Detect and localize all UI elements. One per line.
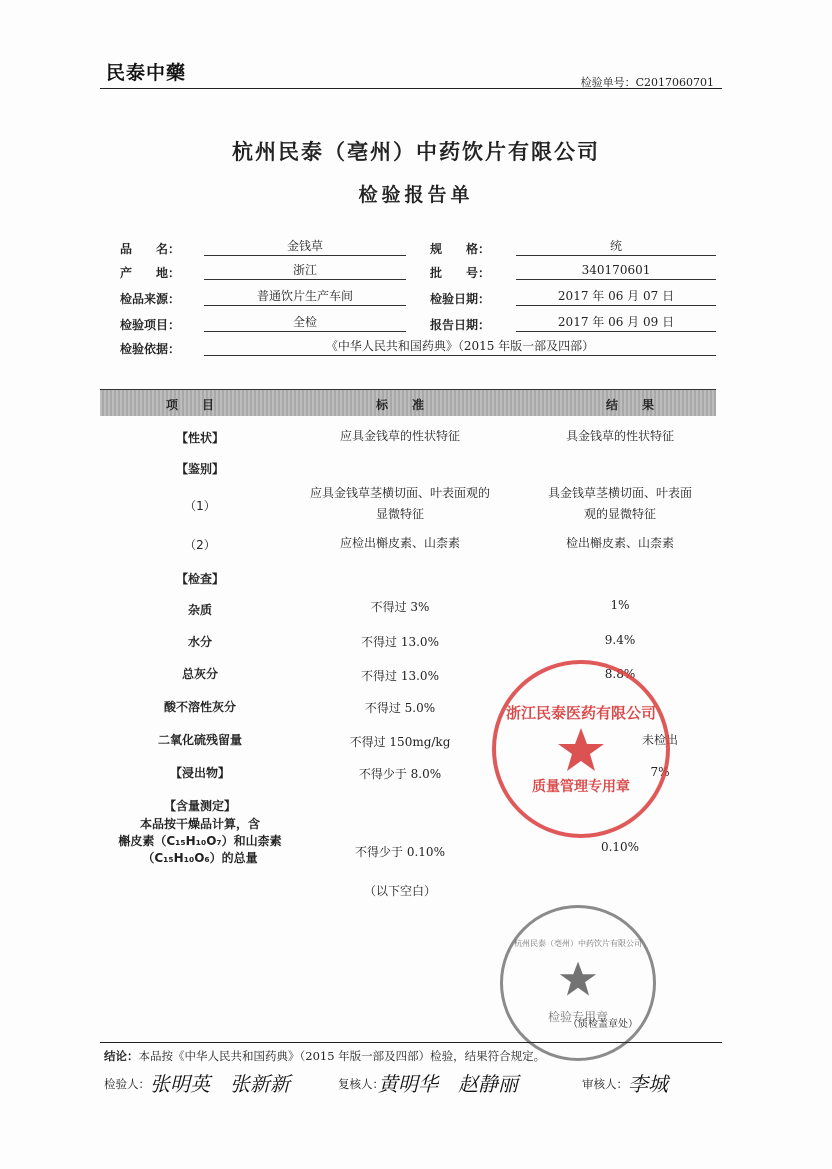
- approver-signature: 李城: [628, 1072, 668, 1096]
- source-label: 检品来源：: [120, 292, 181, 306]
- inspection-seal-purpose: 检验专用章: [547, 1010, 608, 1024]
- conclusion-label: 结论：: [104, 1049, 139, 1063]
- reviewer-signature: 黄明华 赵静丽: [378, 1072, 518, 1096]
- seal-caption: （质检盖章处）: [568, 1019, 638, 1030]
- row-item-line3: （C₁₅H₁₀O₆）的总量: [142, 851, 258, 865]
- product-name-value: 金钱草: [204, 238, 406, 256]
- items-value: 全检: [204, 314, 406, 332]
- batch-label: 批 号：: [430, 266, 491, 280]
- row-standard: 不得少于 0.10%: [355, 845, 445, 859]
- row-result: 0.10%: [600, 840, 640, 854]
- quality-seal-name: 浙江民泰医药有限公司: [505, 704, 656, 722]
- star-icon: [556, 726, 606, 774]
- inspection-seal-name: 杭州民泰（亳州）中药饮片有限公司: [514, 939, 642, 948]
- blank-below-note: （以下空白）: [363, 884, 436, 898]
- row-standard-line1: 应具金钱草茎横切面、叶表面观的: [309, 486, 490, 500]
- conclusion: [104, 1048, 545, 1064]
- row-standard: 应具金钱草的性状特征: [339, 429, 460, 443]
- report-number-value: C2017060701: [635, 76, 714, 89]
- row-standard: 应检出槲皮素、山柰素: [339, 536, 460, 550]
- header-divider: [100, 88, 722, 89]
- row-result-line1: 具金钱草茎横切面、叶表面: [547, 486, 692, 500]
- col-result-header: 结 果: [606, 398, 655, 412]
- test-date-value: 2017 年 06 月 07 日: [516, 288, 716, 306]
- report-date-label: 报告日期：: [430, 318, 491, 332]
- row-standard: 不得过 13.0%: [361, 669, 439, 683]
- row-item: 总灰分: [181, 667, 218, 681]
- company-name: 杭州民泰（亳州）中药饮片有限公司: [232, 139, 600, 164]
- basis-label: 检验依据：: [120, 342, 181, 356]
- origin-value: 浙江: [204, 262, 406, 280]
- row-item: （2）: [184, 538, 216, 552]
- quality-seal-purpose: 质量管理专用章: [532, 779, 630, 795]
- approver-label: 审核人：: [582, 1077, 628, 1091]
- spec-label: 规 格：: [430, 242, 491, 256]
- row-standard: 不得过 150mg/kg: [349, 735, 451, 749]
- source-value: 普通饮片生产车间: [204, 288, 406, 306]
- row-item: 酸不溶性灰分: [163, 700, 236, 714]
- row-item: 【含量测定】: [163, 799, 236, 813]
- row-result: 7%: [650, 765, 670, 779]
- results-table-header: [100, 389, 716, 416]
- spec-value: 统: [516, 238, 716, 256]
- row-item: 二氧化硫残留量: [157, 733, 242, 747]
- product-name-label: 品 名：: [120, 242, 181, 256]
- items-label: 检验项目：: [120, 318, 181, 332]
- conclusion-text: 本品按《中华人民共和国药典》（2015 年版一部及四部）检验，结果符合规定。: [138, 1049, 546, 1063]
- col-standard-header: 标 准: [376, 398, 425, 412]
- row-standard: 不得过 13.0%: [361, 635, 439, 649]
- origin-label: 产 地：: [120, 266, 181, 280]
- inspection-seal-stamp: [500, 905, 656, 1061]
- row-result: 1%: [610, 598, 630, 612]
- row-item: 【性状】: [175, 431, 224, 445]
- row-item-line2: 槲皮素（C₁₅H₁₀O₇）和山柰素: [118, 834, 282, 848]
- company-logo: 民泰中藥: [106, 62, 187, 84]
- row-result: 检出槲皮素、山柰素: [565, 536, 674, 550]
- row-standard: 不得少于 8.0%: [358, 767, 442, 781]
- report-number-label: 检验单号：: [580, 76, 636, 89]
- row-result: 8.8%: [604, 667, 636, 681]
- col-item-header: 项 目: [166, 398, 215, 412]
- row-result: 具金钱草的性状特征: [565, 429, 674, 443]
- row-item: 【检查】: [175, 572, 224, 586]
- row-standard-line2: 显微特征: [375, 507, 424, 521]
- inspector-label: 检验人：: [104, 1077, 150, 1091]
- basis-value: 《中华人民共和国药典》（2015 年版一部及四部）: [204, 338, 716, 356]
- row-item: 杂质: [187, 603, 212, 617]
- row-standard: 不得过 5.0%: [364, 701, 436, 715]
- report-date-value: 2017 年 06 月 09 日: [516, 314, 716, 332]
- test-date-label: 检验日期：: [430, 292, 491, 306]
- footer-divider: [100, 1042, 722, 1043]
- quality-seal-stamp: [492, 660, 670, 838]
- row-result-line2: 观的显微特征: [583, 507, 656, 521]
- row-item-line1: 本品按干燥品计算，含: [139, 817, 260, 831]
- row-item: 水分: [187, 635, 212, 649]
- row-standard: 不得过 3%: [370, 600, 430, 614]
- batch-value: 340170601: [516, 262, 716, 280]
- star-icon: [558, 960, 598, 998]
- reviewer-label: 复核人：: [338, 1077, 384, 1091]
- row-item: （1）: [184, 499, 216, 513]
- inspector-signature: 张明英 张新新: [150, 1072, 290, 1096]
- row-item: 【鉴别】: [175, 462, 224, 476]
- row-item: 【浸出物】: [169, 766, 230, 780]
- row-result: 9.4%: [604, 633, 636, 647]
- document-title: 检验报告单: [358, 184, 474, 206]
- row-result: 未检出: [641, 733, 678, 747]
